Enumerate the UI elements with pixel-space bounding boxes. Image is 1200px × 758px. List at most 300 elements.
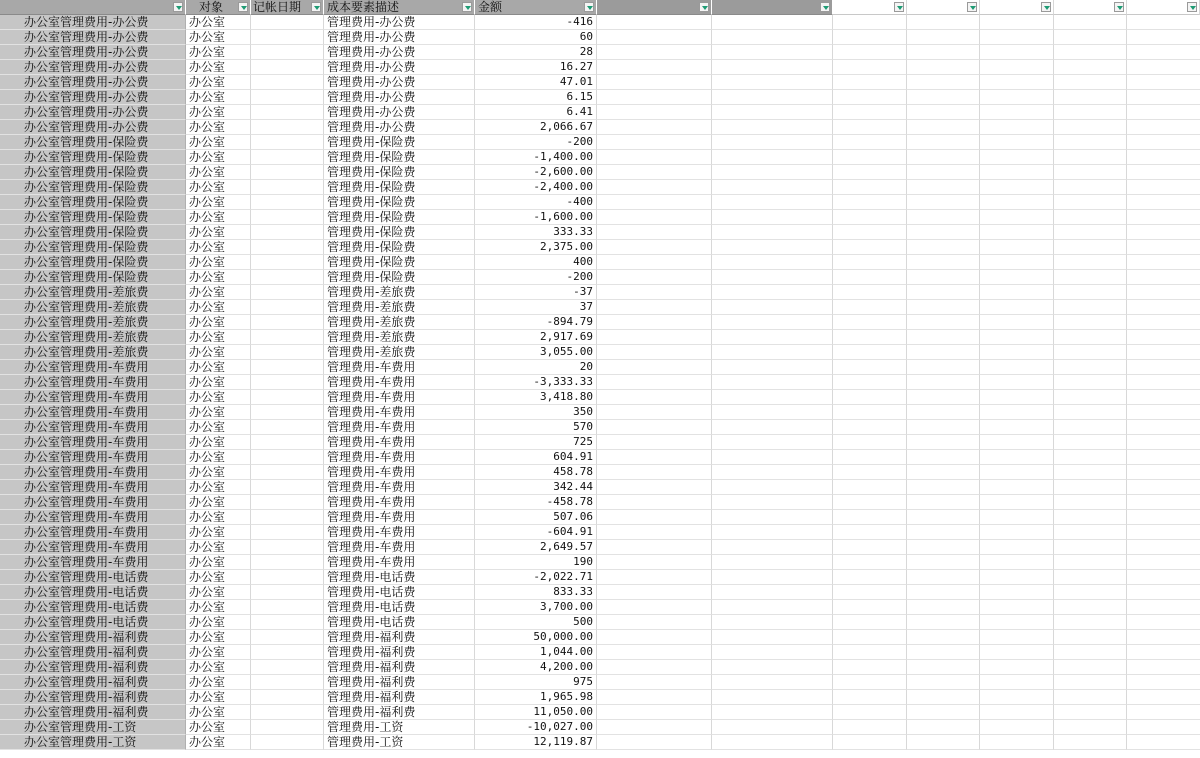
empty-cell[interactable] (1054, 525, 1127, 540)
empty-cell[interactable] (833, 330, 907, 345)
category-cell[interactable]: 办公室管理费用-电话费 (0, 615, 186, 630)
empty-cell[interactable] (833, 150, 907, 165)
empty-cell[interactable] (907, 630, 980, 645)
filter-dropdown-icon[interactable] (967, 2, 977, 12)
cost-desc-cell[interactable]: 管理费用-保险费 (324, 135, 475, 150)
empty-cell[interactable] (980, 75, 1054, 90)
table-row[interactable] (0, 330, 1200, 345)
empty-cell[interactable] (597, 465, 712, 480)
empty-cell[interactable] (833, 120, 907, 135)
empty-cell[interactable] (597, 60, 712, 75)
amount-cell[interactable]: 458.78 (475, 465, 597, 480)
cost-desc-cell[interactable]: 管理费用-车费用 (324, 480, 475, 495)
object-cell[interactable]: 办公室 (186, 390, 251, 405)
category-cell[interactable]: 办公室管理费用-保险费 (0, 210, 186, 225)
amount-cell[interactable]: 3,700.00 (475, 600, 597, 615)
amount-cell[interactable]: 500 (475, 615, 597, 630)
empty-cell[interactable] (833, 30, 907, 45)
empty-cell[interactable] (712, 150, 833, 165)
empty-cell[interactable] (597, 375, 712, 390)
amount-cell[interactable]: -1,400.00 (475, 150, 597, 165)
header-cell-extra-2[interactable] (712, 0, 833, 15)
empty-cell[interactable] (907, 330, 980, 345)
cost-desc-cell[interactable]: 管理费用-办公费 (324, 15, 475, 30)
amount-cell[interactable]: -604.91 (475, 525, 597, 540)
empty-cell[interactable] (980, 165, 1054, 180)
cost-desc-cell[interactable]: 管理费用-车费用 (324, 360, 475, 375)
amount-cell[interactable]: -458.78 (475, 495, 597, 510)
table-row[interactable] (0, 45, 1200, 60)
table-row[interactable] (0, 630, 1200, 645)
amount-cell[interactable]: 400 (475, 255, 597, 270)
empty-cell[interactable] (597, 285, 712, 300)
table-row[interactable] (0, 540, 1200, 555)
table-row[interactable] (0, 705, 1200, 720)
empty-cell[interactable] (1054, 285, 1127, 300)
empty-cell[interactable] (833, 15, 907, 30)
empty-cell[interactable] (907, 510, 980, 525)
empty-cell[interactable] (712, 60, 833, 75)
empty-cell[interactable] (833, 420, 907, 435)
empty-cell[interactable] (1054, 390, 1127, 405)
amount-cell[interactable]: -200 (475, 135, 597, 150)
empty-cell[interactable] (597, 675, 712, 690)
empty-cell[interactable] (1054, 30, 1127, 45)
amount-cell[interactable]: -894.79 (475, 315, 597, 330)
empty-cell[interactable] (712, 105, 833, 120)
empty-cell[interactable] (597, 720, 712, 735)
table-row[interactable] (0, 600, 1200, 615)
empty-cell[interactable] (712, 255, 833, 270)
empty-cell[interactable] (1054, 15, 1127, 30)
category-cell[interactable]: 办公室管理费用-差旅费 (0, 285, 186, 300)
cost-desc-cell[interactable]: 管理费用-差旅费 (324, 300, 475, 315)
object-cell[interactable]: 办公室 (186, 195, 251, 210)
empty-cell[interactable] (712, 570, 833, 585)
empty-cell[interactable] (833, 720, 907, 735)
empty-cell[interactable] (712, 645, 833, 660)
object-cell[interactable]: 办公室 (186, 435, 251, 450)
category-cell[interactable]: 办公室管理费用-车费用 (0, 435, 186, 450)
empty-cell[interactable] (1054, 660, 1127, 675)
empty-cell[interactable] (712, 345, 833, 360)
empty-cell[interactable] (833, 75, 907, 90)
amount-cell[interactable]: 2,649.57 (475, 540, 597, 555)
filter-dropdown-icon[interactable] (699, 2, 709, 12)
table-row[interactable] (0, 480, 1200, 495)
table-row[interactable] (0, 255, 1200, 270)
empty-cell[interactable] (1054, 435, 1127, 450)
empty-cell[interactable] (1127, 600, 1200, 615)
amount-cell[interactable]: 50,000.00 (475, 630, 597, 645)
empty-cell[interactable] (1127, 465, 1200, 480)
object-cell[interactable]: 办公室 (186, 720, 251, 735)
empty-cell[interactable] (597, 555, 712, 570)
cost-desc-cell[interactable]: 管理费用-车费用 (324, 525, 475, 540)
empty-cell[interactable] (1127, 675, 1200, 690)
object-cell[interactable]: 办公室 (186, 15, 251, 30)
object-cell[interactable]: 办公室 (186, 225, 251, 240)
empty-cell[interactable] (712, 630, 833, 645)
table-row[interactable] (0, 720, 1200, 735)
amount-cell[interactable]: 342.44 (475, 480, 597, 495)
empty-cell[interactable] (1054, 405, 1127, 420)
header-cell-amount[interactable] (475, 0, 597, 15)
empty-cell[interactable] (833, 630, 907, 645)
empty-cell[interactable] (1127, 135, 1200, 150)
empty-cell[interactable] (980, 300, 1054, 315)
empty-cell[interactable] (1054, 450, 1127, 465)
empty-cell[interactable] (833, 540, 907, 555)
header-cell-cost-desc[interactable] (324, 0, 475, 15)
cost-desc-cell[interactable]: 管理费用-办公费 (324, 60, 475, 75)
category-cell[interactable]: 办公室管理费用-保险费 (0, 270, 186, 285)
object-cell[interactable]: 办公室 (186, 510, 251, 525)
empty-cell[interactable] (1127, 150, 1200, 165)
empty-cell[interactable] (1127, 375, 1200, 390)
empty-cell[interactable] (980, 690, 1054, 705)
empty-cell[interactable] (907, 495, 980, 510)
empty-cell[interactable] (907, 120, 980, 135)
filter-dropdown-icon[interactable] (894, 2, 904, 12)
empty-cell[interactable] (907, 660, 980, 675)
object-cell[interactable]: 办公室 (186, 615, 251, 630)
empty-cell[interactable] (907, 150, 980, 165)
category-cell[interactable]: 办公室管理费用-办公费 (0, 75, 186, 90)
empty-cell[interactable] (597, 15, 712, 30)
table-row[interactable] (0, 390, 1200, 405)
table-row[interactable] (0, 135, 1200, 150)
empty-cell[interactable] (980, 600, 1054, 615)
empty-cell[interactable] (907, 555, 980, 570)
date-cell[interactable] (251, 300, 324, 315)
empty-cell[interactable] (712, 600, 833, 615)
empty-cell[interactable] (597, 150, 712, 165)
empty-cell[interactable] (833, 600, 907, 615)
table-row[interactable] (0, 375, 1200, 390)
table-row[interactable] (0, 360, 1200, 375)
cost-desc-cell[interactable]: 管理费用-车费用 (324, 540, 475, 555)
empty-cell[interactable] (712, 675, 833, 690)
empty-cell[interactable] (1127, 315, 1200, 330)
amount-cell[interactable]: 3,055.00 (475, 345, 597, 360)
category-cell[interactable]: 办公室管理费用-差旅费 (0, 315, 186, 330)
empty-cell[interactable] (980, 645, 1054, 660)
empty-cell[interactable] (712, 30, 833, 45)
empty-cell[interactable] (980, 495, 1054, 510)
empty-cell[interactable] (1127, 660, 1200, 675)
empty-cell[interactable] (1054, 165, 1127, 180)
cost-desc-cell[interactable]: 管理费用-福利费 (324, 645, 475, 660)
amount-cell[interactable]: 507.06 (475, 510, 597, 525)
date-cell[interactable] (251, 195, 324, 210)
empty-cell[interactable] (833, 465, 907, 480)
cost-desc-cell[interactable]: 管理费用-车费用 (324, 420, 475, 435)
empty-cell[interactable] (980, 675, 1054, 690)
category-cell[interactable]: 办公室管理费用-差旅费 (0, 300, 186, 315)
empty-cell[interactable] (833, 585, 907, 600)
empty-cell[interactable] (712, 555, 833, 570)
empty-cell[interactable] (833, 45, 907, 60)
empty-cell[interactable] (597, 90, 712, 105)
filter-dropdown-icon[interactable] (311, 2, 321, 12)
table-row[interactable] (0, 645, 1200, 660)
empty-cell[interactable] (1127, 555, 1200, 570)
table-row[interactable] (0, 435, 1200, 450)
empty-cell[interactable] (980, 285, 1054, 300)
empty-cell[interactable] (1054, 495, 1127, 510)
object-cell[interactable]: 办公室 (186, 420, 251, 435)
empty-cell[interactable] (907, 525, 980, 540)
object-cell[interactable]: 办公室 (186, 585, 251, 600)
empty-cell[interactable] (597, 165, 712, 180)
empty-cell[interactable] (1127, 630, 1200, 645)
cost-desc-cell[interactable]: 管理费用-工资 (324, 735, 475, 750)
empty-cell[interactable] (980, 210, 1054, 225)
empty-cell[interactable] (712, 540, 833, 555)
empty-cell[interactable] (833, 210, 907, 225)
empty-cell[interactable] (597, 660, 712, 675)
empty-cell[interactable] (980, 465, 1054, 480)
amount-cell[interactable]: 2,917.69 (475, 330, 597, 345)
empty-cell[interactable] (1054, 300, 1127, 315)
table-row[interactable] (0, 60, 1200, 75)
date-cell[interactable] (251, 615, 324, 630)
object-cell[interactable]: 办公室 (186, 150, 251, 165)
amount-cell[interactable]: 6.15 (475, 90, 597, 105)
empty-cell[interactable] (712, 165, 833, 180)
empty-cell[interactable] (1127, 525, 1200, 540)
empty-cell[interactable] (1127, 510, 1200, 525)
cost-desc-cell[interactable]: 管理费用-车费用 (324, 390, 475, 405)
empty-cell[interactable] (833, 690, 907, 705)
empty-cell[interactable] (712, 690, 833, 705)
amount-cell[interactable]: 1,965.98 (475, 690, 597, 705)
cost-desc-cell[interactable]: 管理费用-保险费 (324, 255, 475, 270)
empty-cell[interactable] (1127, 120, 1200, 135)
category-cell[interactable]: 办公室管理费用-办公费 (0, 45, 186, 60)
object-cell[interactable]: 办公室 (186, 405, 251, 420)
table-row[interactable] (0, 180, 1200, 195)
object-cell[interactable]: 办公室 (186, 645, 251, 660)
empty-cell[interactable] (1054, 75, 1127, 90)
empty-cell[interactable] (980, 570, 1054, 585)
empty-cell[interactable] (712, 435, 833, 450)
empty-cell[interactable] (597, 255, 712, 270)
category-cell[interactable]: 办公室管理费用-工资 (0, 735, 186, 750)
object-cell[interactable]: 办公室 (186, 45, 251, 60)
amount-cell[interactable]: -1,600.00 (475, 210, 597, 225)
amount-cell[interactable]: 37 (475, 300, 597, 315)
cost-desc-cell[interactable]: 管理费用-电话费 (324, 600, 475, 615)
cost-desc-cell[interactable]: 管理费用-保险费 (324, 165, 475, 180)
object-cell[interactable]: 办公室 (186, 465, 251, 480)
empty-cell[interactable] (980, 705, 1054, 720)
object-cell[interactable]: 办公室 (186, 240, 251, 255)
empty-cell[interactable] (907, 735, 980, 750)
category-cell[interactable]: 办公室管理费用-办公费 (0, 30, 186, 45)
empty-cell[interactable] (1127, 645, 1200, 660)
table-row[interactable] (0, 195, 1200, 210)
table-row[interactable] (0, 345, 1200, 360)
empty-cell[interactable] (1127, 540, 1200, 555)
empty-cell[interactable] (907, 270, 980, 285)
amount-cell[interactable]: -37 (475, 285, 597, 300)
empty-cell[interactable] (980, 720, 1054, 735)
cost-desc-cell[interactable]: 管理费用-福利费 (324, 675, 475, 690)
object-cell[interactable]: 办公室 (186, 705, 251, 720)
category-cell[interactable]: 办公室管理费用-福利费 (0, 690, 186, 705)
filter-dropdown-icon[interactable] (173, 2, 183, 12)
empty-cell[interactable] (980, 135, 1054, 150)
cost-desc-cell[interactable]: 管理费用-差旅费 (324, 315, 475, 330)
date-cell[interactable] (251, 15, 324, 30)
object-cell[interactable]: 办公室 (186, 555, 251, 570)
empty-cell[interactable] (833, 660, 907, 675)
header-cell-extra-4[interactable] (907, 0, 980, 15)
empty-cell[interactable] (1127, 225, 1200, 240)
empty-cell[interactable] (907, 75, 980, 90)
header-cell-extra-7[interactable] (1127, 0, 1200, 15)
empty-cell[interactable] (907, 15, 980, 30)
cost-desc-cell[interactable]: 管理费用-保险费 (324, 210, 475, 225)
empty-cell[interactable] (1054, 675, 1127, 690)
object-cell[interactable]: 办公室 (186, 210, 251, 225)
date-cell[interactable] (251, 555, 324, 570)
empty-cell[interactable] (1127, 360, 1200, 375)
empty-cell[interactable] (833, 105, 907, 120)
empty-cell[interactable] (712, 375, 833, 390)
header-cell-date[interactable] (251, 0, 324, 15)
table-row[interactable] (0, 150, 1200, 165)
object-cell[interactable]: 办公室 (186, 375, 251, 390)
empty-cell[interactable] (833, 525, 907, 540)
empty-cell[interactable] (1127, 285, 1200, 300)
amount-cell[interactable]: 725 (475, 435, 597, 450)
empty-cell[interactable] (907, 570, 980, 585)
table-row[interactable] (0, 450, 1200, 465)
date-cell[interactable] (251, 735, 324, 750)
empty-cell[interactable] (833, 405, 907, 420)
empty-cell[interactable] (597, 330, 712, 345)
date-cell[interactable] (251, 225, 324, 240)
date-cell[interactable] (251, 255, 324, 270)
empty-cell[interactable] (980, 180, 1054, 195)
empty-cell[interactable] (712, 720, 833, 735)
empty-cell[interactable] (1127, 495, 1200, 510)
table-row[interactable] (0, 405, 1200, 420)
table-row[interactable] (0, 315, 1200, 330)
empty-cell[interactable] (597, 585, 712, 600)
empty-cell[interactable] (712, 210, 833, 225)
empty-cell[interactable] (907, 300, 980, 315)
header-cell-extra-5[interactable] (980, 0, 1054, 15)
object-cell[interactable]: 办公室 (186, 360, 251, 375)
table-row[interactable] (0, 555, 1200, 570)
object-cell[interactable]: 办公室 (186, 300, 251, 315)
amount-cell[interactable]: 570 (475, 420, 597, 435)
empty-cell[interactable] (833, 285, 907, 300)
category-cell[interactable]: 办公室管理费用-车费用 (0, 525, 186, 540)
category-cell[interactable]: 办公室管理费用-保险费 (0, 135, 186, 150)
object-cell[interactable]: 办公室 (186, 630, 251, 645)
object-cell[interactable]: 办公室 (186, 90, 251, 105)
category-cell[interactable]: 办公室管理费用-保险费 (0, 195, 186, 210)
amount-cell[interactable]: 833.33 (475, 585, 597, 600)
empty-cell[interactable] (833, 495, 907, 510)
empty-cell[interactable] (907, 615, 980, 630)
date-cell[interactable] (251, 720, 324, 735)
empty-cell[interactable] (1054, 690, 1127, 705)
date-cell[interactable] (251, 60, 324, 75)
category-cell[interactable]: 办公室管理费用-车费用 (0, 465, 186, 480)
empty-cell[interactable] (980, 345, 1054, 360)
empty-cell[interactable] (980, 390, 1054, 405)
object-cell[interactable]: 办公室 (186, 675, 251, 690)
table-row[interactable] (0, 210, 1200, 225)
empty-cell[interactable] (907, 480, 980, 495)
empty-cell[interactable] (980, 30, 1054, 45)
empty-cell[interactable] (907, 420, 980, 435)
empty-cell[interactable] (597, 75, 712, 90)
category-cell[interactable]: 办公室管理费用-保险费 (0, 165, 186, 180)
category-cell[interactable]: 办公室管理费用-车费用 (0, 420, 186, 435)
date-cell[interactable] (251, 315, 324, 330)
cost-desc-cell[interactable]: 管理费用-车费用 (324, 495, 475, 510)
empty-cell[interactable] (833, 315, 907, 330)
date-cell[interactable] (251, 30, 324, 45)
empty-cell[interactable] (597, 210, 712, 225)
amount-cell[interactable]: 975 (475, 675, 597, 690)
empty-cell[interactable] (712, 525, 833, 540)
empty-cell[interactable] (712, 90, 833, 105)
empty-cell[interactable] (833, 135, 907, 150)
object-cell[interactable]: 办公室 (186, 600, 251, 615)
empty-cell[interactable] (907, 375, 980, 390)
empty-cell[interactable] (907, 30, 980, 45)
object-cell[interactable]: 办公室 (186, 570, 251, 585)
empty-cell[interactable] (833, 195, 907, 210)
date-cell[interactable] (251, 630, 324, 645)
empty-cell[interactable] (1054, 600, 1127, 615)
empty-cell[interactable] (980, 555, 1054, 570)
table-row[interactable] (0, 75, 1200, 90)
empty-cell[interactable] (1054, 705, 1127, 720)
amount-cell[interactable]: 190 (475, 555, 597, 570)
empty-cell[interactable] (980, 105, 1054, 120)
empty-cell[interactable] (597, 30, 712, 45)
table-row[interactable] (0, 585, 1200, 600)
category-cell[interactable]: 办公室管理费用-工资 (0, 720, 186, 735)
empty-cell[interactable] (1054, 195, 1127, 210)
category-cell[interactable]: 办公室管理费用-福利费 (0, 630, 186, 645)
empty-cell[interactable] (1054, 45, 1127, 60)
date-cell[interactable] (251, 390, 324, 405)
empty-cell[interactable] (1127, 45, 1200, 60)
object-cell[interactable]: 办公室 (186, 735, 251, 750)
filter-dropdown-icon[interactable] (1114, 2, 1124, 12)
empty-cell[interactable] (980, 45, 1054, 60)
date-cell[interactable] (251, 600, 324, 615)
empty-cell[interactable] (1127, 15, 1200, 30)
cost-desc-cell[interactable]: 管理费用-车费用 (324, 435, 475, 450)
object-cell[interactable]: 办公室 (186, 330, 251, 345)
empty-cell[interactable] (907, 315, 980, 330)
table-row[interactable] (0, 465, 1200, 480)
empty-cell[interactable] (833, 165, 907, 180)
filter-dropdown-icon[interactable] (1041, 2, 1051, 12)
empty-cell[interactable] (712, 285, 833, 300)
